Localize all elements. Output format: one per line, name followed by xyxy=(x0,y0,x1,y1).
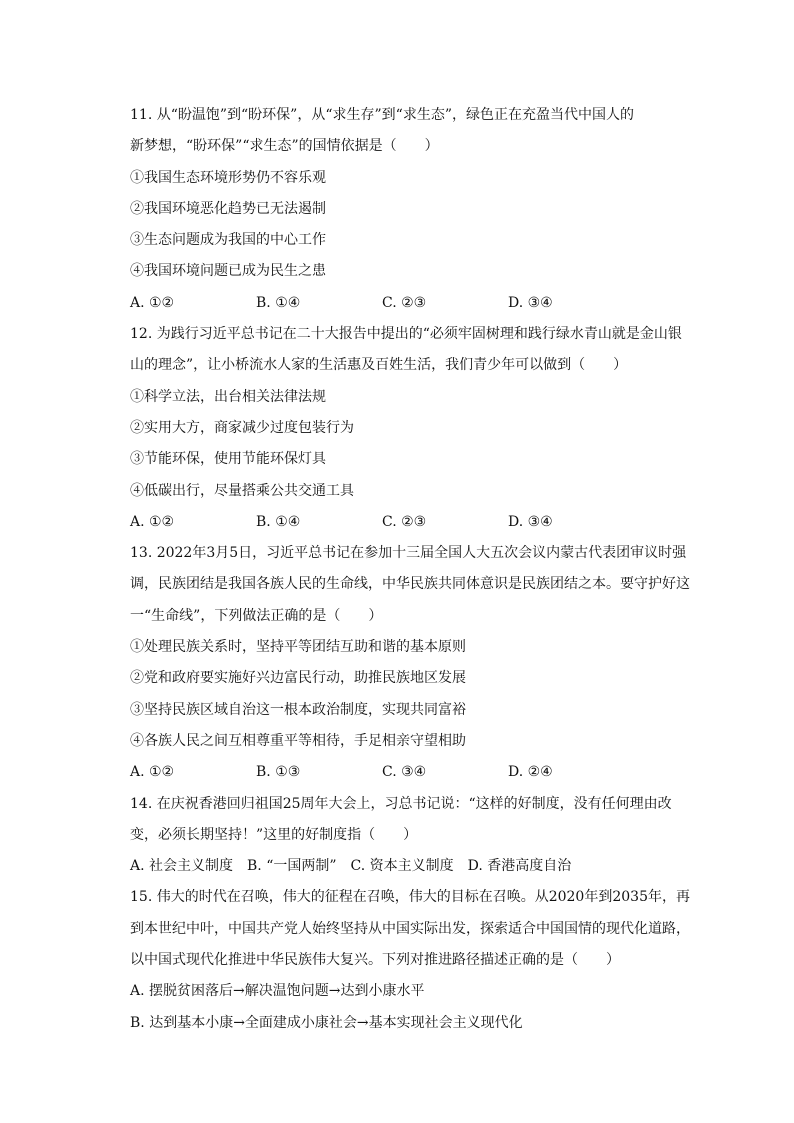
question-text: 11. 从“盼温饱”到“盼环保”，从“求生存”到“求生态”，绿色正在充盈当代中国人的 xyxy=(130,107,634,123)
question-text: 到本世纪中叶，中国共产党人始终坚持从中国实际出发，探索适合中国国情的现代化道路， xyxy=(130,920,690,937)
answer-options xyxy=(130,851,666,882)
question-text: 15. 伟大的时代在召唤，伟大的征程在召唤，伟大的目标在召唤。从2020年到2035年，再 xyxy=(130,889,690,906)
statement: ②我国环境恶化趋势已无法遏制 xyxy=(130,200,326,217)
question-text: 14. 在庆祝香港回归祖国25周年大会上，习总书记说：“这样的好制度，没有任何理由改 xyxy=(130,795,672,812)
statement: ③节能环保，使用节能环保灯具 xyxy=(130,451,326,468)
option-d: D. ②④ xyxy=(508,764,553,781)
question-text: 13. 2022年3月5日，习近平总书记在参加十三届全国人大五次会议内蒙古代表团审议时强 xyxy=(130,545,687,562)
option-a: A. ①② xyxy=(130,513,175,530)
statement: ②党和政府要实施好兴边富民行动，助推民族地区发展 xyxy=(130,670,466,687)
question-15 xyxy=(130,882,690,1038)
question-list xyxy=(130,100,690,1039)
statement: ③生态问题成为我国的中心工作 xyxy=(130,232,326,249)
option-a: A. ①② xyxy=(130,294,175,311)
option-d: D. ③④ xyxy=(508,513,553,530)
question-14 xyxy=(130,789,672,883)
answer-options xyxy=(130,757,666,788)
option-c: C. ②③ xyxy=(382,513,427,530)
question-text: 12. 为践行习近平总书记在二十大报告中提出的“必须牢固树理和践行绿水青山就是金山银 xyxy=(130,326,682,343)
statement: ④低碳出行，尽量搭乘公共交通工具 xyxy=(130,482,354,499)
option-b: B. “一国两制” xyxy=(247,858,337,875)
statement: ④我国环境问题已成为民生之患 xyxy=(130,263,326,280)
option-c: C. 资本主义制度 xyxy=(350,858,454,875)
question-11 xyxy=(130,100,666,319)
question-text: 山的理念”，让小桥流水人家的生活惠及百姓生活，我们青少年可以做到（ ） xyxy=(130,357,628,374)
question-text: 一“生命线”，下列做法正确的是（ ） xyxy=(130,607,383,624)
option-d: D. ③④ xyxy=(508,294,553,311)
option-b: B. ①③ xyxy=(256,764,301,781)
question-text: 以中国式现代化推进中华民族伟大复兴。下列对推进路径描述正确的是（ ） xyxy=(130,952,620,969)
answer-options xyxy=(130,288,666,319)
answer-options xyxy=(130,507,666,538)
statement: ①处理民族关系时，坚持平等团结互助和谐的基本原则 xyxy=(130,639,466,656)
option-a: A. 摆脱贫困落后→解决温饱问题→达到小康水平 xyxy=(130,983,425,1000)
statement: ①科学立法，出台相关法律法规 xyxy=(130,388,326,405)
option-a: A. 社会主义制度 xyxy=(130,858,234,875)
option-d: D. 香港高度自治 xyxy=(467,858,572,875)
statement: ②实用大方，商家减少过度包装行为 xyxy=(130,419,354,436)
option-c: C. ③④ xyxy=(382,764,427,781)
statement: ④各族人民之间互相尊重平等相待，手足相亲守望相助 xyxy=(130,732,466,749)
question-12 xyxy=(130,319,682,538)
question-text: 调，民族团结是我国各族人民的生命线，中华民族共同体意识是民族团结之本。要守护好这 xyxy=(130,576,690,593)
option-b: B. 达到基本小康→全面建成小康社会→基本实现社会主义现代化 xyxy=(130,1014,523,1031)
question-text: 新梦想，“盼环保”“求生态”的国情依据是（ ） xyxy=(130,138,439,155)
statement: ③坚持民族区域自治这一根本政治制度，实现共同富裕 xyxy=(130,701,466,718)
question-13 xyxy=(130,538,690,788)
option-b: B. ①④ xyxy=(256,513,301,530)
question-text: 变，必须长期坚持！”这里的好制度指（ ） xyxy=(130,826,418,843)
statement: ①我国生态环境形势仍不容乐观 xyxy=(130,169,326,186)
option-a: A. ①② xyxy=(130,764,175,781)
option-c: C. ②③ xyxy=(382,294,427,311)
option-b: B. ①④ xyxy=(256,294,301,311)
